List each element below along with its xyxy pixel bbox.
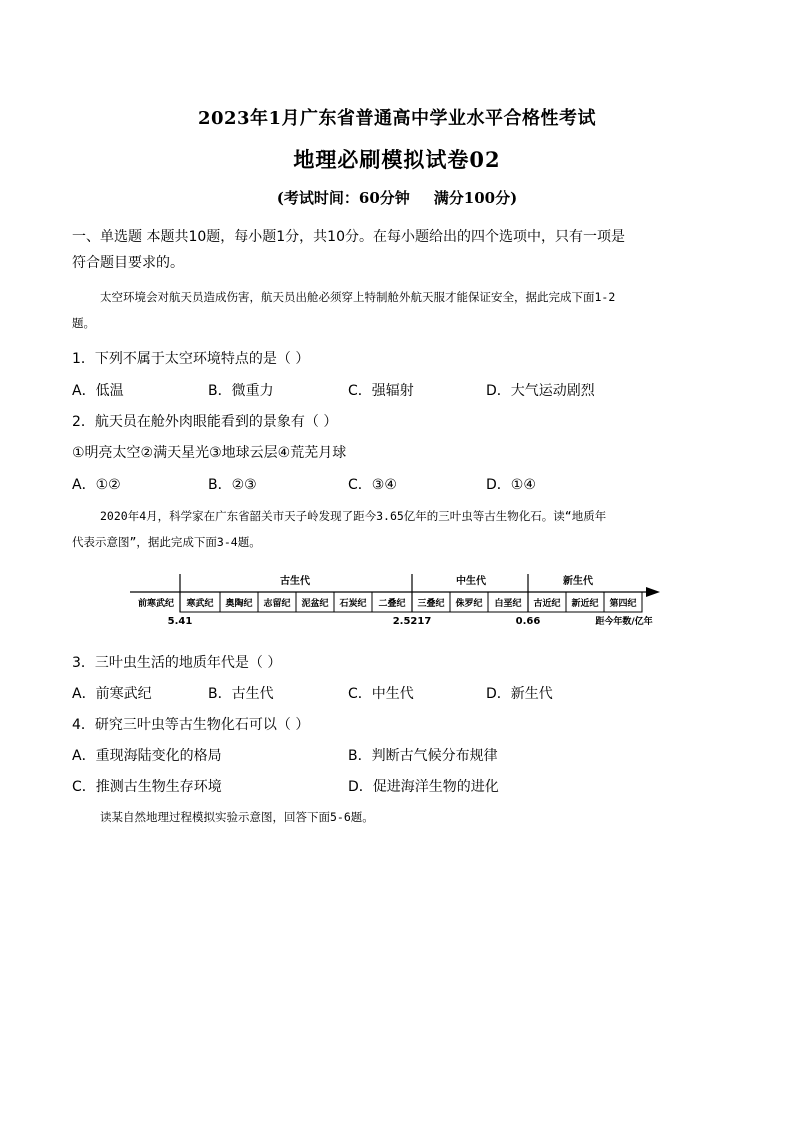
question-3-options: [72, 681, 722, 707]
boundary-value: 5.41: [167, 616, 193, 627]
geologic-timeline-diagram: [130, 568, 670, 630]
period-label: 古近纪: [533, 599, 561, 609]
section-heading: [72, 224, 722, 276]
period-label: 第四纪: [609, 599, 637, 609]
axis-unit-label: 距今年数/亿年: [595, 617, 653, 627]
intro-trilobite: [72, 503, 722, 555]
question-3-option-d[interactable]: D．新生代: [486, 686, 553, 702]
question-4-option-b[interactable]: B．判断古气候分布规律: [348, 748, 498, 764]
question-1-stem: 1．下列不属于太空环境特点的是（ ）: [72, 351, 310, 367]
question-1-options: [72, 378, 722, 404]
era-label-mesozoic: 中生代: [456, 576, 486, 587]
intro-simulation: [72, 804, 722, 830]
question-2-stem: 2．航天员在舱外肉眼能看到的景象有（ ）: [72, 414, 338, 430]
question-2-option-d[interactable]: D．①④: [486, 477, 536, 493]
question-3-option-a[interactable]: A．前寒武纪: [72, 686, 152, 702]
question-3-option-b[interactable]: B．古生代: [208, 686, 274, 702]
exam-time-score: [0, 187, 794, 208]
boundary-value: 2.5217: [392, 616, 432, 627]
period-label: 志留纪: [263, 599, 291, 609]
intro-1-line-1: 太空环境会对航天员造成伤害，航天员出舱必须穿上特制舱外航天服才能保证安全，据此完成下面1-2: [100, 290, 616, 304]
period-label: 新近纪: [571, 599, 599, 609]
exam-time: (考试时间：60分钟: [276, 189, 410, 207]
question-4-option-d[interactable]: D．促进海洋生物的进化: [348, 779, 499, 795]
question-4-options-row-1: [72, 743, 722, 769]
intro-space-environment: [72, 284, 722, 336]
question-1-option-b[interactable]: B．微重力: [208, 383, 274, 399]
question-1-option-d[interactable]: D．大气运动剧烈: [486, 383, 595, 399]
period-label: 三叠纪: [417, 599, 445, 609]
section-line-2: 符合题目要求的。: [72, 255, 184, 271]
question-2-option-c[interactable]: C．③④: [348, 477, 397, 493]
question-4-stem: 4．研究三叶虫等古生物化石可以（ ）: [72, 717, 310, 733]
question-4-option-c[interactable]: C．推测古生物生存环境: [72, 779, 222, 795]
period-label: 侏罗纪: [455, 599, 483, 609]
exam-score: 满分100分): [433, 189, 518, 207]
exam-subtitle: 地理必刷模拟试卷02: [293, 147, 501, 172]
question-3-stem: 3．三叶虫生活的地质年代是（ ）: [72, 655, 282, 671]
question-4-option-a[interactable]: A．重现海陆变化的格局: [72, 748, 222, 764]
question-2-options: [72, 472, 722, 498]
question-2-items: ①明亮太空②满天星光③地球云层④荒芜月球: [72, 445, 347, 461]
question-2-option-a[interactable]: A．①②: [72, 477, 121, 493]
intro-2-line-1: 2020年4月，科学家在广东省韶关市天子岭发现了距今3.65亿年的三叶虫等古生物化石。读“地质年: [100, 509, 607, 523]
intro-1-line-2: 题。: [72, 316, 95, 330]
question-3-option-c[interactable]: C．中生代: [348, 686, 414, 702]
period-label: 白垩纪: [494, 599, 522, 609]
exam-title: 2023年1月广东省普通高中学业水平合格性考试: [197, 108, 597, 129]
period-label: 二叠纪: [378, 599, 406, 609]
period-label: 前寒武纪: [137, 599, 175, 609]
intro-2-line-2: 代表示意图”，据此完成下面3-4题。: [72, 535, 261, 549]
era-label-cenozoic: 新生代: [563, 576, 593, 587]
question-1-option-a[interactable]: A．低温: [72, 383, 124, 399]
boundary-value: 0.66: [515, 616, 541, 627]
question-1-option-c[interactable]: C．强辐射: [348, 383, 414, 399]
intro-3-line-1: 读某自然地理过程模拟实验示意图，回答下面5-6题。: [100, 810, 374, 824]
period-label: 石炭纪: [339, 599, 367, 609]
question-2-option-b[interactable]: B．②③: [208, 477, 257, 493]
period-label: 寒武纪: [186, 599, 214, 609]
period-label: 奥陶纪: [225, 599, 253, 609]
question-4-options-row-2: [72, 774, 722, 800]
period-label: 泥盆纪: [301, 599, 329, 609]
era-label-paleozoic: 古生代: [280, 576, 310, 587]
timeline-arrow-icon: [646, 587, 660, 597]
section-line-1: 一、单选题 本题共10题，每小题1分，共10分。在每小题给出的四个选项中，只有一项是: [72, 229, 625, 245]
